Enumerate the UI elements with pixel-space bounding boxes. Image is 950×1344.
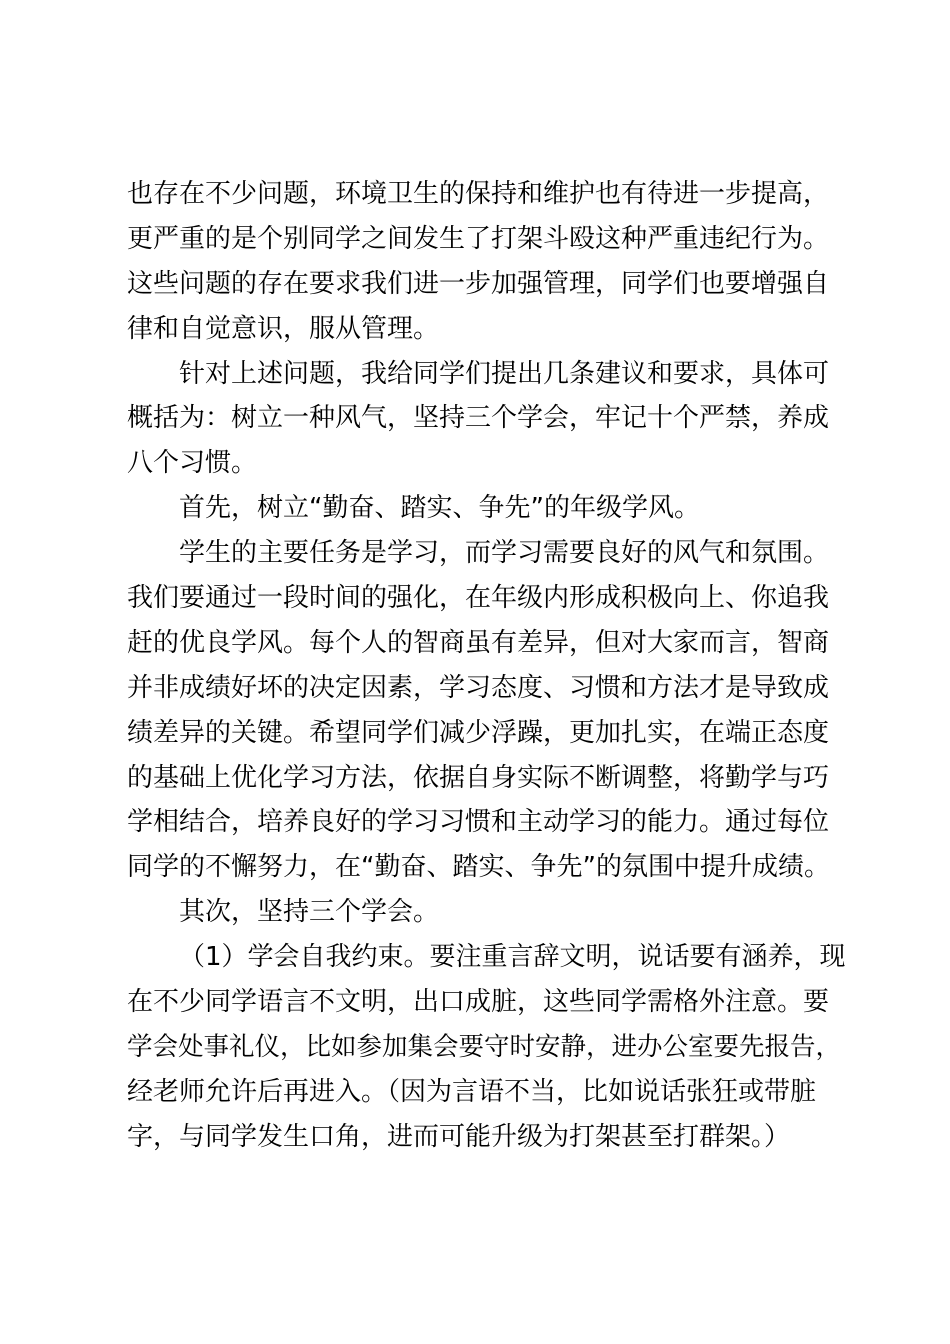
text-line: 首先，树立“勤奋、踏实、争先”的年级学风。	[179, 493, 700, 524]
text-line: 更严重的是个别同学之间发生了打架斗殴这种严重违纪行为。	[127, 223, 830, 254]
text-line: 这些问题的存在要求我们进一步加强管理，同学们也要增强自	[127, 268, 830, 299]
text-line: 学生的主要任务是学习，而学习需要良好的风气和氛围。	[179, 538, 830, 569]
text-line: 其次，坚持三个学会。	[179, 897, 440, 928]
text-line: 学相结合，培养良好的学习习惯和主动学习的能力。通过每位	[127, 807, 830, 838]
text-line: 针对上述问题，我给同学们提出几条建议和要求，具体可	[179, 358, 830, 389]
text-line: 概括为：树立一种风气，坚持三个学会，牢记十个严禁，养成	[127, 403, 830, 434]
text-line: 并非成绩好坏的决定因素，学习态度、习惯和方法才是导致成	[127, 672, 830, 703]
text-line: 赶的优良学风。每个人的智商虽有差异，但对大家而言，智商	[127, 627, 830, 658]
text-line: 经老师允许后再进入。（因为言语不当，比如说话张狂或带脏	[127, 1076, 817, 1107]
text-line: 的基础上优化学习方法，依据自身实际不断调整，将勤学与巧	[127, 762, 830, 793]
text-line: 同学的不懈努力，在“勤奋、踏实、争先”的氛围中提升成绩。	[127, 852, 830, 883]
text-line: 我们要通过一段时间的强化，在年级内形成积极向上、你追我	[127, 583, 830, 614]
text-line: 字，与同学发生口角，进而可能升级为打架甚至打群架。）	[127, 1121, 791, 1152]
text-line: 在不少同学语言不文明，出口成脏，这些同学需格外注意。要	[127, 987, 830, 1018]
text-line: 学会处事礼仪，比如参加集会要守时安静，进办公室要先报告，	[127, 1031, 842, 1062]
text-line: （1）学会自我约束。要注重言辞文明，说话要有涵养，现	[179, 942, 846, 973]
text-line: 也存在不少问题，环境卫生的保持和维护也有待进一步提高，	[127, 179, 830, 209]
text-line: 八个习惯。	[127, 448, 258, 479]
body-text	[127, 172, 847, 1160]
text-line: 绩差异的关键。希望同学们减少浮躁，更加扎实，在端正态度	[127, 717, 830, 748]
text-line: 律和自觉意识，服从管理。	[127, 313, 440, 344]
